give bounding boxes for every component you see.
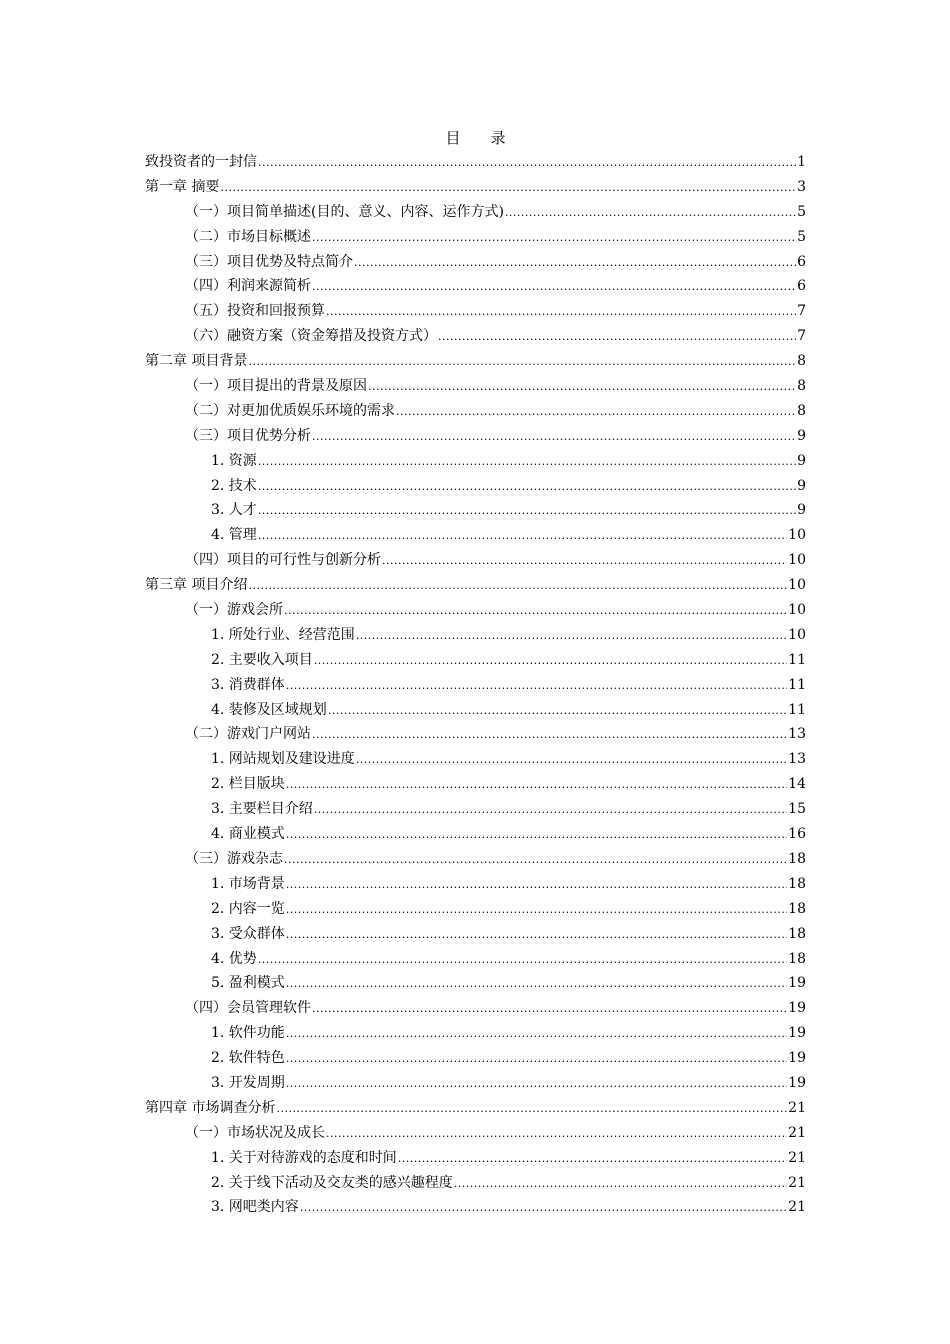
toc-entry-label: 2. 软件特色 xyxy=(211,1050,285,1067)
toc-dot-leader xyxy=(286,775,787,795)
toc-entry[interactable] xyxy=(145,252,806,277)
toc-page-number: 9 xyxy=(797,477,806,494)
toc-entry-label: 3. 消费群体 xyxy=(211,676,285,693)
toc-page-number: 11 xyxy=(788,676,806,693)
toc-page-number: 8 xyxy=(797,353,806,370)
toc-list xyxy=(145,152,806,1222)
toc-dot-leader xyxy=(312,999,787,1019)
toc-entry-label: 1. 关于对待游戏的态度和时间 xyxy=(211,1149,397,1166)
toc-page-number: 9 xyxy=(797,452,806,469)
toc-entry[interactable] xyxy=(145,202,806,227)
toc-entry-label: 2. 主要收入项目 xyxy=(211,651,313,668)
toc-page-number: 21 xyxy=(788,1124,806,1141)
toc-entry[interactable] xyxy=(145,675,806,700)
toc-entry-label: 1. 软件功能 xyxy=(211,1025,285,1042)
toc-dot-leader xyxy=(284,601,787,621)
toc-dot-leader xyxy=(368,377,796,397)
toc-page-number: 19 xyxy=(788,1050,806,1067)
toc-dot-leader xyxy=(382,551,787,571)
toc-page-number: 1 xyxy=(797,154,806,170)
toc-dot-leader xyxy=(438,327,796,347)
toc-dot-leader xyxy=(286,825,787,845)
toc-entry-label: （一）项目提出的背景及原因 xyxy=(185,378,367,395)
toc-page-number: 13 xyxy=(788,751,806,768)
toc-dot-leader xyxy=(286,1049,787,1069)
toc-entry-label: （三）项目优势及特点简介 xyxy=(185,253,353,270)
toc-entry[interactable] xyxy=(145,1098,806,1123)
toc-page-number: 8 xyxy=(797,378,806,395)
toc-page-number: 18 xyxy=(788,875,806,892)
toc-entry[interactable] xyxy=(145,426,806,451)
toc-page-number: 9 xyxy=(797,427,806,444)
toc-entry-label: 第三章 项目介绍 xyxy=(145,577,248,594)
toc-dot-leader xyxy=(326,1124,787,1144)
toc-entry-label: 第四章 市场调查分析 xyxy=(145,1099,276,1116)
toc-dot-leader xyxy=(314,651,787,671)
toc-entry[interactable] xyxy=(145,451,806,476)
toc-dot-leader xyxy=(258,526,787,546)
toc-entry-label: 5. 盈利模式 xyxy=(211,975,285,992)
toc-entry[interactable] xyxy=(145,799,806,824)
toc-page-number: 5 xyxy=(797,228,806,245)
toc-entry-label: （六）融资方案（资金筹措及投资方式） xyxy=(185,328,437,345)
toc-dot-leader xyxy=(284,850,787,870)
toc-entry-label: 4. 商业模式 xyxy=(211,826,285,843)
toc-page-number: 6 xyxy=(797,278,806,295)
toc-page-number: 14 xyxy=(788,776,806,793)
toc-entry[interactable] xyxy=(145,600,806,625)
toc-page-number: 19 xyxy=(788,1025,806,1042)
toc-entry[interactable] xyxy=(145,1023,806,1048)
toc-entry-label: 1. 所处行业、经营范围 xyxy=(211,626,355,643)
toc-entry[interactable] xyxy=(145,401,806,426)
toc-entry[interactable] xyxy=(145,550,806,575)
toc-page-number: 5 xyxy=(797,203,806,220)
toc-entry-label: 1. 网站规划及建设进度 xyxy=(211,751,355,768)
toc-dot-leader xyxy=(312,277,796,297)
toc-entry-label: 3. 开发周期 xyxy=(211,1074,285,1091)
toc-entry-label: 3. 受众群体 xyxy=(211,925,285,942)
toc-entry[interactable] xyxy=(145,1073,806,1098)
toc-entry[interactable] xyxy=(145,724,806,749)
toc-entry[interactable] xyxy=(145,774,806,799)
toc-dot-leader xyxy=(328,701,787,721)
toc-page-number: 10 xyxy=(788,577,806,594)
toc-entry-label: 4. 管理 xyxy=(211,527,257,544)
toc-page-number: 3 xyxy=(797,178,806,195)
toc-entry[interactable] xyxy=(145,276,806,301)
toc-dot-leader xyxy=(454,1174,787,1194)
toc-page-number: 8 xyxy=(797,402,806,419)
toc-entry[interactable] xyxy=(145,1123,806,1148)
toc-dot-leader xyxy=(356,626,787,646)
toc-page-number: 10 xyxy=(788,626,806,643)
toc-entry-label: （五）投资和回报预算 xyxy=(185,303,325,320)
toc-page-number: 21 xyxy=(788,1199,806,1216)
toc-page-number: 10 xyxy=(788,602,806,619)
toc-entry[interactable] xyxy=(145,899,806,924)
toc-entry-label: 4. 优势 xyxy=(211,950,257,967)
toc-dot-leader xyxy=(286,875,787,895)
toc-page-number: 11 xyxy=(788,701,806,718)
toc-entry[interactable] xyxy=(145,824,806,849)
toc-page-number: 21 xyxy=(788,1149,806,1166)
toc-page-number: 11 xyxy=(788,651,806,668)
toc-dot-leader xyxy=(276,1099,787,1119)
toc-dot-leader xyxy=(312,427,796,447)
toc-entry-label: 3. 网吧类内容 xyxy=(211,1199,299,1216)
toc-entry[interactable] xyxy=(145,326,806,351)
toc-page-number: 18 xyxy=(788,950,806,967)
toc-entry-label: 2. 技术 xyxy=(211,477,257,494)
toc-entry[interactable] xyxy=(145,749,806,774)
toc-entry-label: 致投资者的一封信 xyxy=(145,154,257,170)
toc-entry[interactable] xyxy=(145,1048,806,1073)
toc-entry-label: （一）市场状况及成长 xyxy=(185,1124,325,1141)
toc-entry-label: （二）游戏门户网站 xyxy=(185,726,311,743)
toc-entry-label: （三）项目优势分析 xyxy=(185,427,311,444)
toc-dot-leader xyxy=(258,501,796,521)
toc-dot-leader xyxy=(258,452,796,472)
toc-entry-label: （二）对更加优质娱乐环境的需求 xyxy=(185,402,395,419)
toc-page-number: 21 xyxy=(788,1174,806,1191)
toc-page-number: 18 xyxy=(788,925,806,942)
toc-entry[interactable] xyxy=(145,849,806,874)
toc-entry-label: （一）游戏会所 xyxy=(185,602,283,619)
toc-page-number: 21 xyxy=(788,1099,806,1116)
toc-entry-label: 1. 资源 xyxy=(211,452,257,469)
toc-entry-label: （四）会员管理软件 xyxy=(185,1000,311,1017)
toc-dot-leader xyxy=(286,925,787,945)
toc-page-number: 7 xyxy=(797,303,806,320)
toc-entry-label: 2. 关于线下活动及交友类的感兴趣程度 xyxy=(211,1174,453,1191)
toc-dot-leader xyxy=(220,178,796,198)
toc-dot-leader xyxy=(286,1074,787,1094)
toc-dot-leader xyxy=(286,676,787,696)
toc-entry[interactable] xyxy=(145,525,806,550)
toc-page-number: 10 xyxy=(788,552,806,569)
toc-dot-leader xyxy=(396,402,796,422)
toc-dot-leader xyxy=(258,477,796,497)
toc-entry[interactable] xyxy=(145,500,806,525)
toc-dot-leader xyxy=(300,1198,787,1218)
toc-page-number: 13 xyxy=(788,726,806,743)
toc-dot-leader xyxy=(314,800,787,820)
toc-entry-label: （四）利润来源简析 xyxy=(185,278,311,295)
toc-page-number: 19 xyxy=(788,975,806,992)
toc-entry[interactable] xyxy=(145,998,806,1023)
toc-entry[interactable] xyxy=(145,227,806,252)
toc-dot-leader xyxy=(286,974,787,994)
toc-entry-label: 第一章 摘要 xyxy=(145,178,220,195)
toc-entry-label: 2. 内容一览 xyxy=(211,900,285,917)
toc-dot-leader xyxy=(398,1149,787,1169)
toc-entry[interactable] xyxy=(145,351,806,376)
toc-entry[interactable] xyxy=(145,924,806,949)
toc-dot-leader xyxy=(258,950,787,970)
toc-entry[interactable] xyxy=(145,700,806,725)
toc-dot-leader xyxy=(354,253,796,273)
toc-entry[interactable] xyxy=(145,476,806,501)
toc-page-number: 19 xyxy=(788,1074,806,1091)
toc-entry[interactable] xyxy=(145,949,806,974)
toc-entry[interactable] xyxy=(145,575,806,600)
toc-dot-leader xyxy=(248,352,796,372)
toc-page-number: 6 xyxy=(797,253,806,270)
toc-entry[interactable] xyxy=(145,973,806,998)
toc-entry-label: 第二章 项目背景 xyxy=(145,353,248,370)
toc-dot-leader xyxy=(505,203,796,223)
toc-page-number: 15 xyxy=(788,801,806,818)
toc-entry-label: （二）市场目标概述 xyxy=(185,228,311,245)
toc-entry[interactable] xyxy=(145,650,806,675)
toc-dot-leader xyxy=(312,228,796,248)
toc-dot-leader xyxy=(286,1024,787,1044)
toc-dot-leader xyxy=(326,302,796,322)
toc-page-number: 9 xyxy=(797,502,806,519)
toc-entry-label: （三）游戏杂志 xyxy=(185,850,283,867)
toc-entry[interactable] xyxy=(145,874,806,899)
toc-entry-label: 2. 栏目版块 xyxy=(211,776,285,793)
toc-dot-leader xyxy=(356,750,787,770)
toc-page-number: 18 xyxy=(788,900,806,917)
toc-page-number: 10 xyxy=(788,527,806,544)
toc-entry[interactable] xyxy=(145,152,806,177)
toc-entry-label: 1. 市场背景 xyxy=(211,875,285,892)
toc-dot-leader xyxy=(286,900,787,920)
toc-entry-label: 4. 装修及区域规划 xyxy=(211,701,327,718)
toc-page-number: 16 xyxy=(788,826,806,843)
toc-entry[interactable] xyxy=(145,1148,806,1173)
toc-dot-leader xyxy=(312,725,787,745)
toc-entry-label: 3. 人才 xyxy=(211,502,257,519)
toc-dot-leader xyxy=(248,576,787,596)
toc-page-number: 19 xyxy=(788,1000,806,1017)
toc-entry-label: （一）项目简单描述(目的、意义、内容、运作方式) xyxy=(185,203,504,220)
toc-title: 目 录 xyxy=(445,129,506,147)
toc-page-number: 18 xyxy=(788,850,806,867)
toc-entry[interactable] xyxy=(145,625,806,650)
toc-entry-label: 3. 主要栏目介绍 xyxy=(211,801,313,818)
toc-page-number: 7 xyxy=(797,328,806,345)
toc-entry[interactable] xyxy=(145,376,806,401)
toc-entry[interactable] xyxy=(145,1173,806,1198)
toc-entry-label: （四）项目的可行性与创新分析 xyxy=(185,552,381,569)
toc-entry[interactable] xyxy=(145,301,806,326)
toc-entry[interactable] xyxy=(145,1197,806,1222)
toc-entry[interactable] xyxy=(145,177,806,202)
toc-dot-leader xyxy=(258,153,796,173)
